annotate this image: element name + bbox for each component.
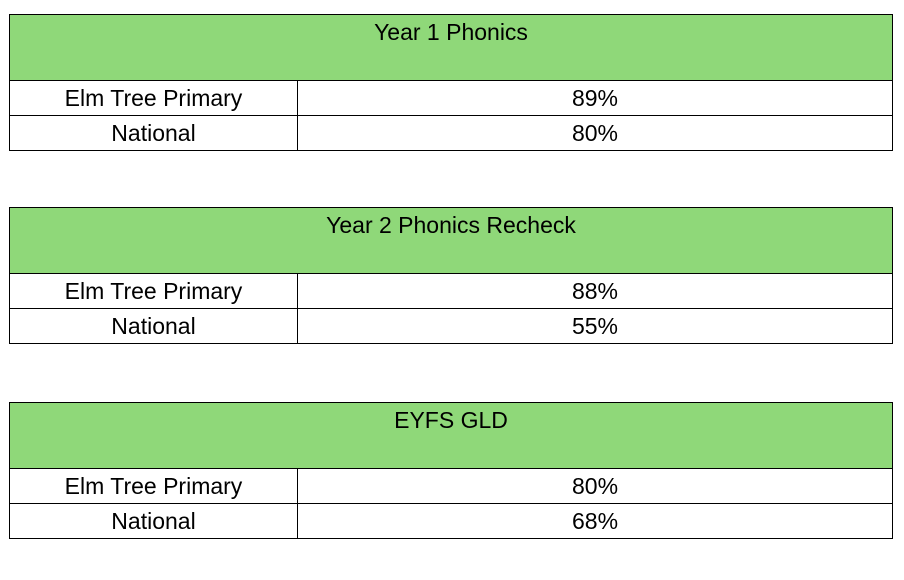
row-label: Elm Tree Primary — [10, 81, 298, 116]
results-table-year1-phonics — [9, 14, 892, 151]
row-value: 68% — [298, 504, 893, 539]
results-table-year2-phonics-recheck — [9, 207, 892, 344]
row-label: Elm Tree Primary — [10, 469, 298, 504]
row-value: 80% — [298, 116, 893, 151]
row-label: Elm Tree Primary — [10, 274, 298, 309]
row-value: 88% — [298, 274, 893, 309]
row-label: National — [10, 309, 298, 344]
table — [9, 402, 893, 539]
table — [9, 207, 893, 344]
table-row — [10, 309, 893, 344]
table-row — [10, 81, 893, 116]
row-value: 80% — [298, 469, 893, 504]
table-row — [10, 469, 893, 504]
row-label: National — [10, 504, 298, 539]
row-label: National — [10, 116, 298, 151]
row-value: 89% — [298, 81, 893, 116]
table-title: Year 2 Phonics Recheck — [10, 208, 893, 274]
results-table-eyfs-gld — [9, 402, 892, 539]
table-row — [10, 504, 893, 539]
row-value: 55% — [298, 309, 893, 344]
table-row — [10, 274, 893, 309]
table — [9, 14, 893, 151]
table-title: Year 1 Phonics — [10, 15, 893, 81]
table-title: EYFS GLD — [10, 403, 893, 469]
table-row — [10, 116, 893, 151]
